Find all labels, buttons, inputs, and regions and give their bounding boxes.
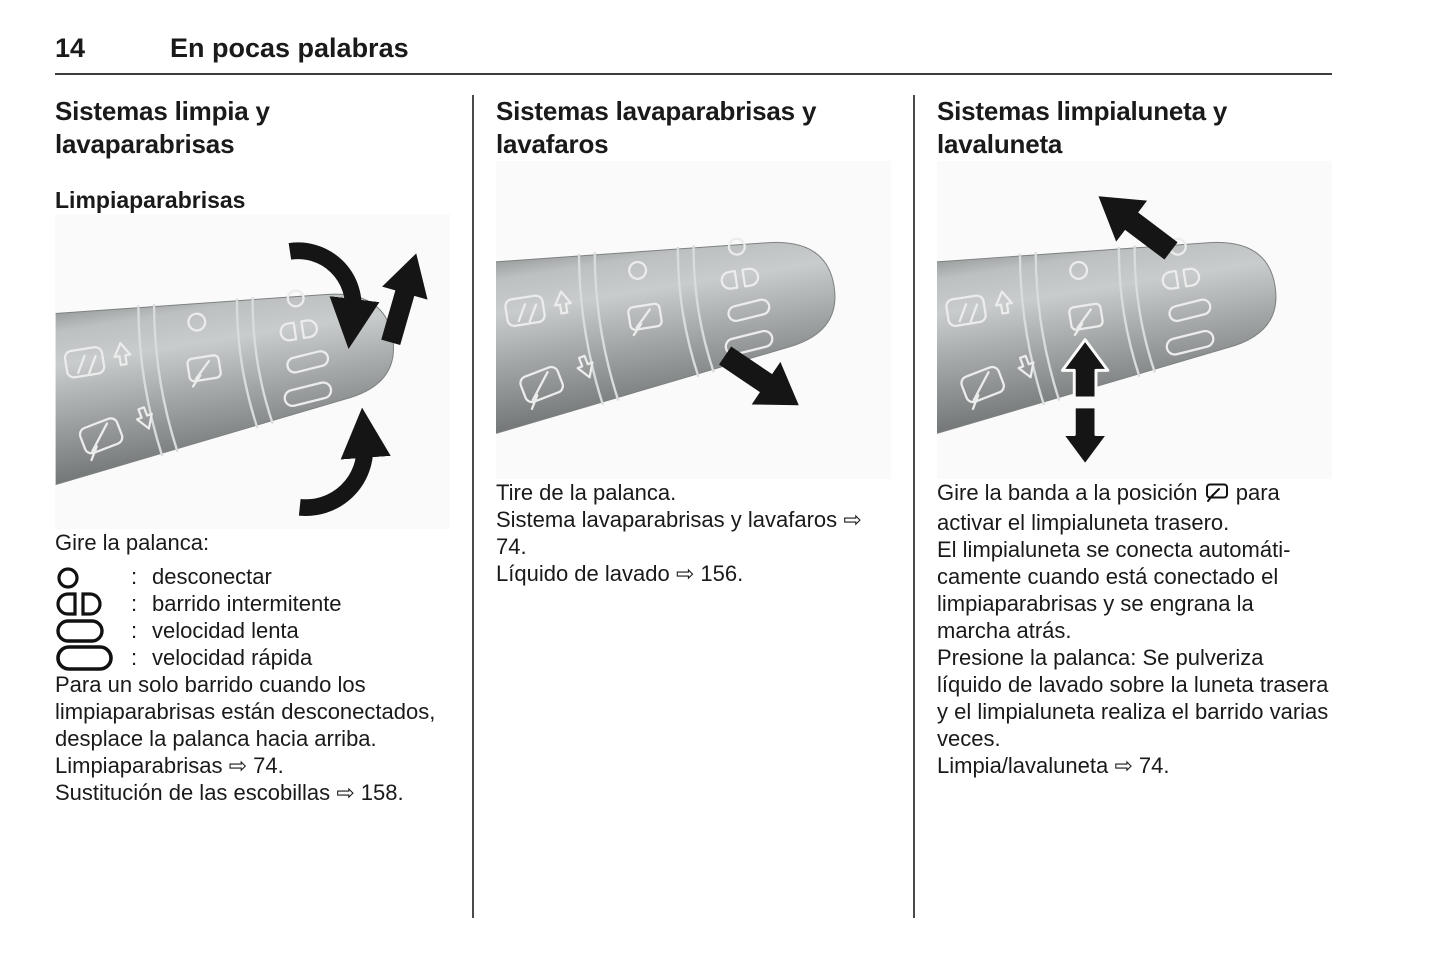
page-reference: Sustitución de las escobillas ⇨ 158.: [55, 780, 404, 805]
legend-row: [55, 563, 450, 590]
legend-intro: Gire la palanca:: [55, 530, 210, 555]
legend-separator: :: [131, 563, 138, 589]
lead-paragraph: [937, 479, 1332, 536]
legend-label: velocidad rápida: [152, 644, 313, 670]
legend-label: velocidad lenta: [152, 617, 299, 643]
column-washer-headlight: [496, 95, 891, 587]
intermittent-wipe-icon: [55, 591, 131, 617]
page-number: 14: [55, 33, 86, 63]
legend-row: [55, 617, 450, 644]
section-heading: Sistemas lavaparabrisas y lavafaros: [496, 96, 817, 159]
page-reference: Limpia/lavaluneta ⇨ 74.: [937, 753, 1170, 778]
wiper-stalk-pull-figure: [496, 161, 891, 479]
page-reference: Sistema lavaparabrisas y lavafaros ⇨ 74.: [496, 507, 862, 559]
position-legend: [55, 563, 450, 671]
paragraph: Para un solo barrido cuando los limpiaparabrisas están desconectados, desplace la palanca hacia arriba.: [55, 672, 436, 751]
column-divider: [913, 95, 915, 918]
section-heading: Sistemas limpia y lavaparabrisas: [55, 96, 270, 159]
legend-separator: :: [131, 617, 138, 643]
column-rear-wiper-washer: [937, 95, 1332, 779]
column-wiper-washer: [55, 95, 450, 806]
rear-wiper-stalk-figure: [937, 161, 1332, 479]
column-divider: [472, 95, 474, 918]
subsection-heading: Limpiaparabrisas: [55, 187, 246, 213]
legend-label: desconectar: [152, 563, 272, 589]
paragraph: Presione la palanca: Se pulveriza líquido de lavado sobre la luneta trasera y el limpialuneta realiza el barrido varias veces.: [937, 645, 1329, 751]
page-reference: Limpiaparabrisas ⇨ 74.: [55, 753, 284, 778]
slow-speed-icon: [55, 618, 131, 644]
page-reference: Líquido de lavado ⇨ 156.: [496, 561, 744, 586]
legend-separator: :: [131, 644, 138, 670]
legend-row: [55, 644, 450, 671]
chapter-title: En pocas palabras: [170, 33, 409, 63]
content-columns: [0, 75, 1445, 918]
lead-text-after: para activar el limpialuneta trasero.: [937, 480, 1280, 535]
paragraph: Tire de la palanca.: [496, 480, 677, 505]
rear-wiper-icon: [1204, 482, 1230, 509]
fast-speed-icon: [55, 644, 131, 672]
legend-row: [55, 590, 450, 617]
wiper-stalk-rotate-figure: [55, 214, 450, 529]
legend-label: barrido intermitente: [152, 590, 342, 616]
page-header: [0, 0, 1445, 64]
lead-text-before: Gire la banda a la posición: [937, 480, 1198, 505]
paragraph: El limpialuneta se conecta automáticamente cuando está conectado el limpiaparabrisas y se engrana la marcha atrás.: [937, 537, 1291, 643]
wiper-off-icon: [55, 564, 131, 590]
legend-separator: :: [131, 590, 138, 616]
section-heading: Sistemas limpialuneta y lavaluneta: [937, 96, 1228, 159]
